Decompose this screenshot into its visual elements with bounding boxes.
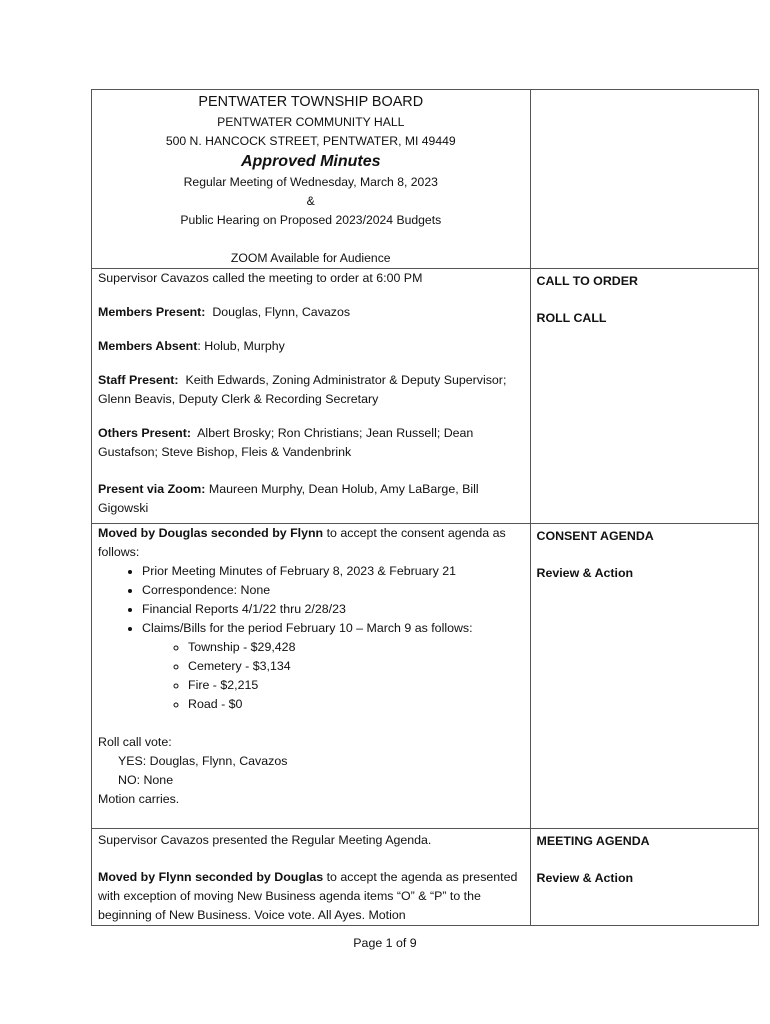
- members-present-names: Douglas, Flynn, Cavazos: [212, 305, 351, 319]
- consent-agenda-row: [92, 524, 759, 829]
- header-cell: [92, 90, 531, 269]
- address: 500 N. HANCOCK STREET, PENTWATER, MI 49449: [165, 134, 456, 148]
- document-title: Approved Minutes: [240, 153, 381, 170]
- zoom-present: [98, 480, 524, 518]
- meeting-agenda-side: [530, 829, 759, 926]
- others-present: [98, 424, 524, 462]
- list-item: • Correspondence: None: [142, 581, 524, 600]
- motion-carries: Motion carries.: [98, 792, 180, 806]
- list-item: • Prior Meeting Minutes of February 8, 2023 & February 21: [142, 562, 524, 581]
- header-side-cell: [530, 90, 759, 269]
- consent-agenda-cell: [92, 524, 531, 829]
- consent-motion: [98, 524, 524, 562]
- members-absent: [98, 337, 524, 356]
- page-number: Page 1 of 9: [353, 936, 417, 950]
- staff-present-names: Keith Edwards, Zoning Administrator & Deputy Supervisor; Glenn Beavis, Deputy Clerk & Recording Secretary: [98, 373, 507, 406]
- meeting-agenda-motion: [98, 868, 524, 925]
- meeting-agenda-cell: [92, 829, 531, 926]
- list-item: ◦ Fire - $2,215: [188, 676, 524, 695]
- meeting-agenda-row: [92, 829, 759, 926]
- members-absent-names: : Holub, Murphy: [197, 339, 285, 353]
- header-row: [92, 90, 759, 269]
- meeting-agenda-text: Supervisor Cavazos presented the Regular Meeting Agenda.: [98, 833, 432, 847]
- meeting-agenda-heading: MEETING AGENDA: [536, 834, 650, 848]
- consent-agenda-side: [530, 524, 759, 829]
- list-item: [142, 619, 524, 714]
- list-item: ◦ Cemetery - $3,134: [188, 657, 524, 676]
- staff-present: [98, 371, 524, 409]
- claims-label: Claims/Bills for the period February 10 – March 9 as follows:: [142, 621, 473, 635]
- meeting-line: Regular Meeting of Wednesday, March 8, 2023: [183, 175, 438, 189]
- ampersand-line: &: [306, 194, 315, 208]
- others-present-label: Others Present:: [98, 426, 191, 440]
- zoom-present-label: Present via Zoom:: [98, 482, 206, 496]
- call-to-order-row: [92, 269, 759, 524]
- consent-review-heading: Review & Action: [536, 566, 634, 580]
- call-to-order-heading: CALL TO ORDER: [536, 274, 638, 288]
- roll-call-heading: ROLL CALL: [536, 311, 607, 325]
- zoom-line: ZOOM Available for Audience: [230, 251, 391, 265]
- members-present-label: Members Present:: [98, 305, 206, 319]
- members-absent-label: Members Absent: [98, 339, 198, 353]
- roll-call-vote: Roll call vote:: [98, 735, 172, 749]
- consent-items-list: [98, 562, 524, 714]
- zoom-present-names: Maureen Murphy, Dean Holub, Amy LaBarge, Bill Gigowski: [98, 482, 479, 515]
- members-present: [98, 303, 524, 322]
- others-present-names: Albert Brosky; Ron Christians; Jean Russell; Dean Gustafson; Steve Bishop, Fleis & Vandenbrink: [98, 426, 474, 459]
- hall-name: PENTWATER COMMUNITY HALL: [217, 115, 405, 129]
- meeting-review-heading: Review & Action: [536, 871, 634, 885]
- minutes-table: [91, 89, 759, 926]
- claims-sub-list: [142, 638, 524, 714]
- call-to-order-text: Supervisor Cavazos called the meeting to order at 6:00 PM: [98, 271, 423, 285]
- call-to-order-side: [530, 269, 759, 524]
- yes-votes: YES: Douglas, Flynn, Cavazos: [118, 754, 288, 768]
- staff-present-label: Staff Present:: [98, 373, 179, 387]
- call-to-order-cell: [92, 269, 531, 524]
- list-item: ◦ Road - $0: [188, 695, 524, 714]
- meeting-motion-bold: Moved by Flynn seconded by Douglas: [98, 870, 324, 884]
- meeting-motion-rest: to accept the agenda as presented with exception of moving New Business agenda items “O” & “P” to the beginning of New Business. Voice vote. All Ayes. Motion: [98, 870, 518, 922]
- consent-motion-rest: to accept the consent agenda as follows:: [98, 526, 506, 559]
- board-name: PENTWATER TOWNSHIP BOARD: [198, 94, 424, 110]
- hearing-line: Public Hearing on Proposed 2023/2024 Budgets: [180, 213, 442, 227]
- list-item: • Financial Reports 4/1/22 thru 2/28/23: [142, 600, 524, 619]
- no-votes: NO: None: [118, 773, 174, 787]
- consent-agenda-heading: CONSENT AGENDA: [536, 529, 654, 543]
- list-item: ◦ Township - $29,428: [188, 638, 524, 657]
- consent-motion-bold: Moved by Douglas seconded by Flynn: [98, 526, 324, 540]
